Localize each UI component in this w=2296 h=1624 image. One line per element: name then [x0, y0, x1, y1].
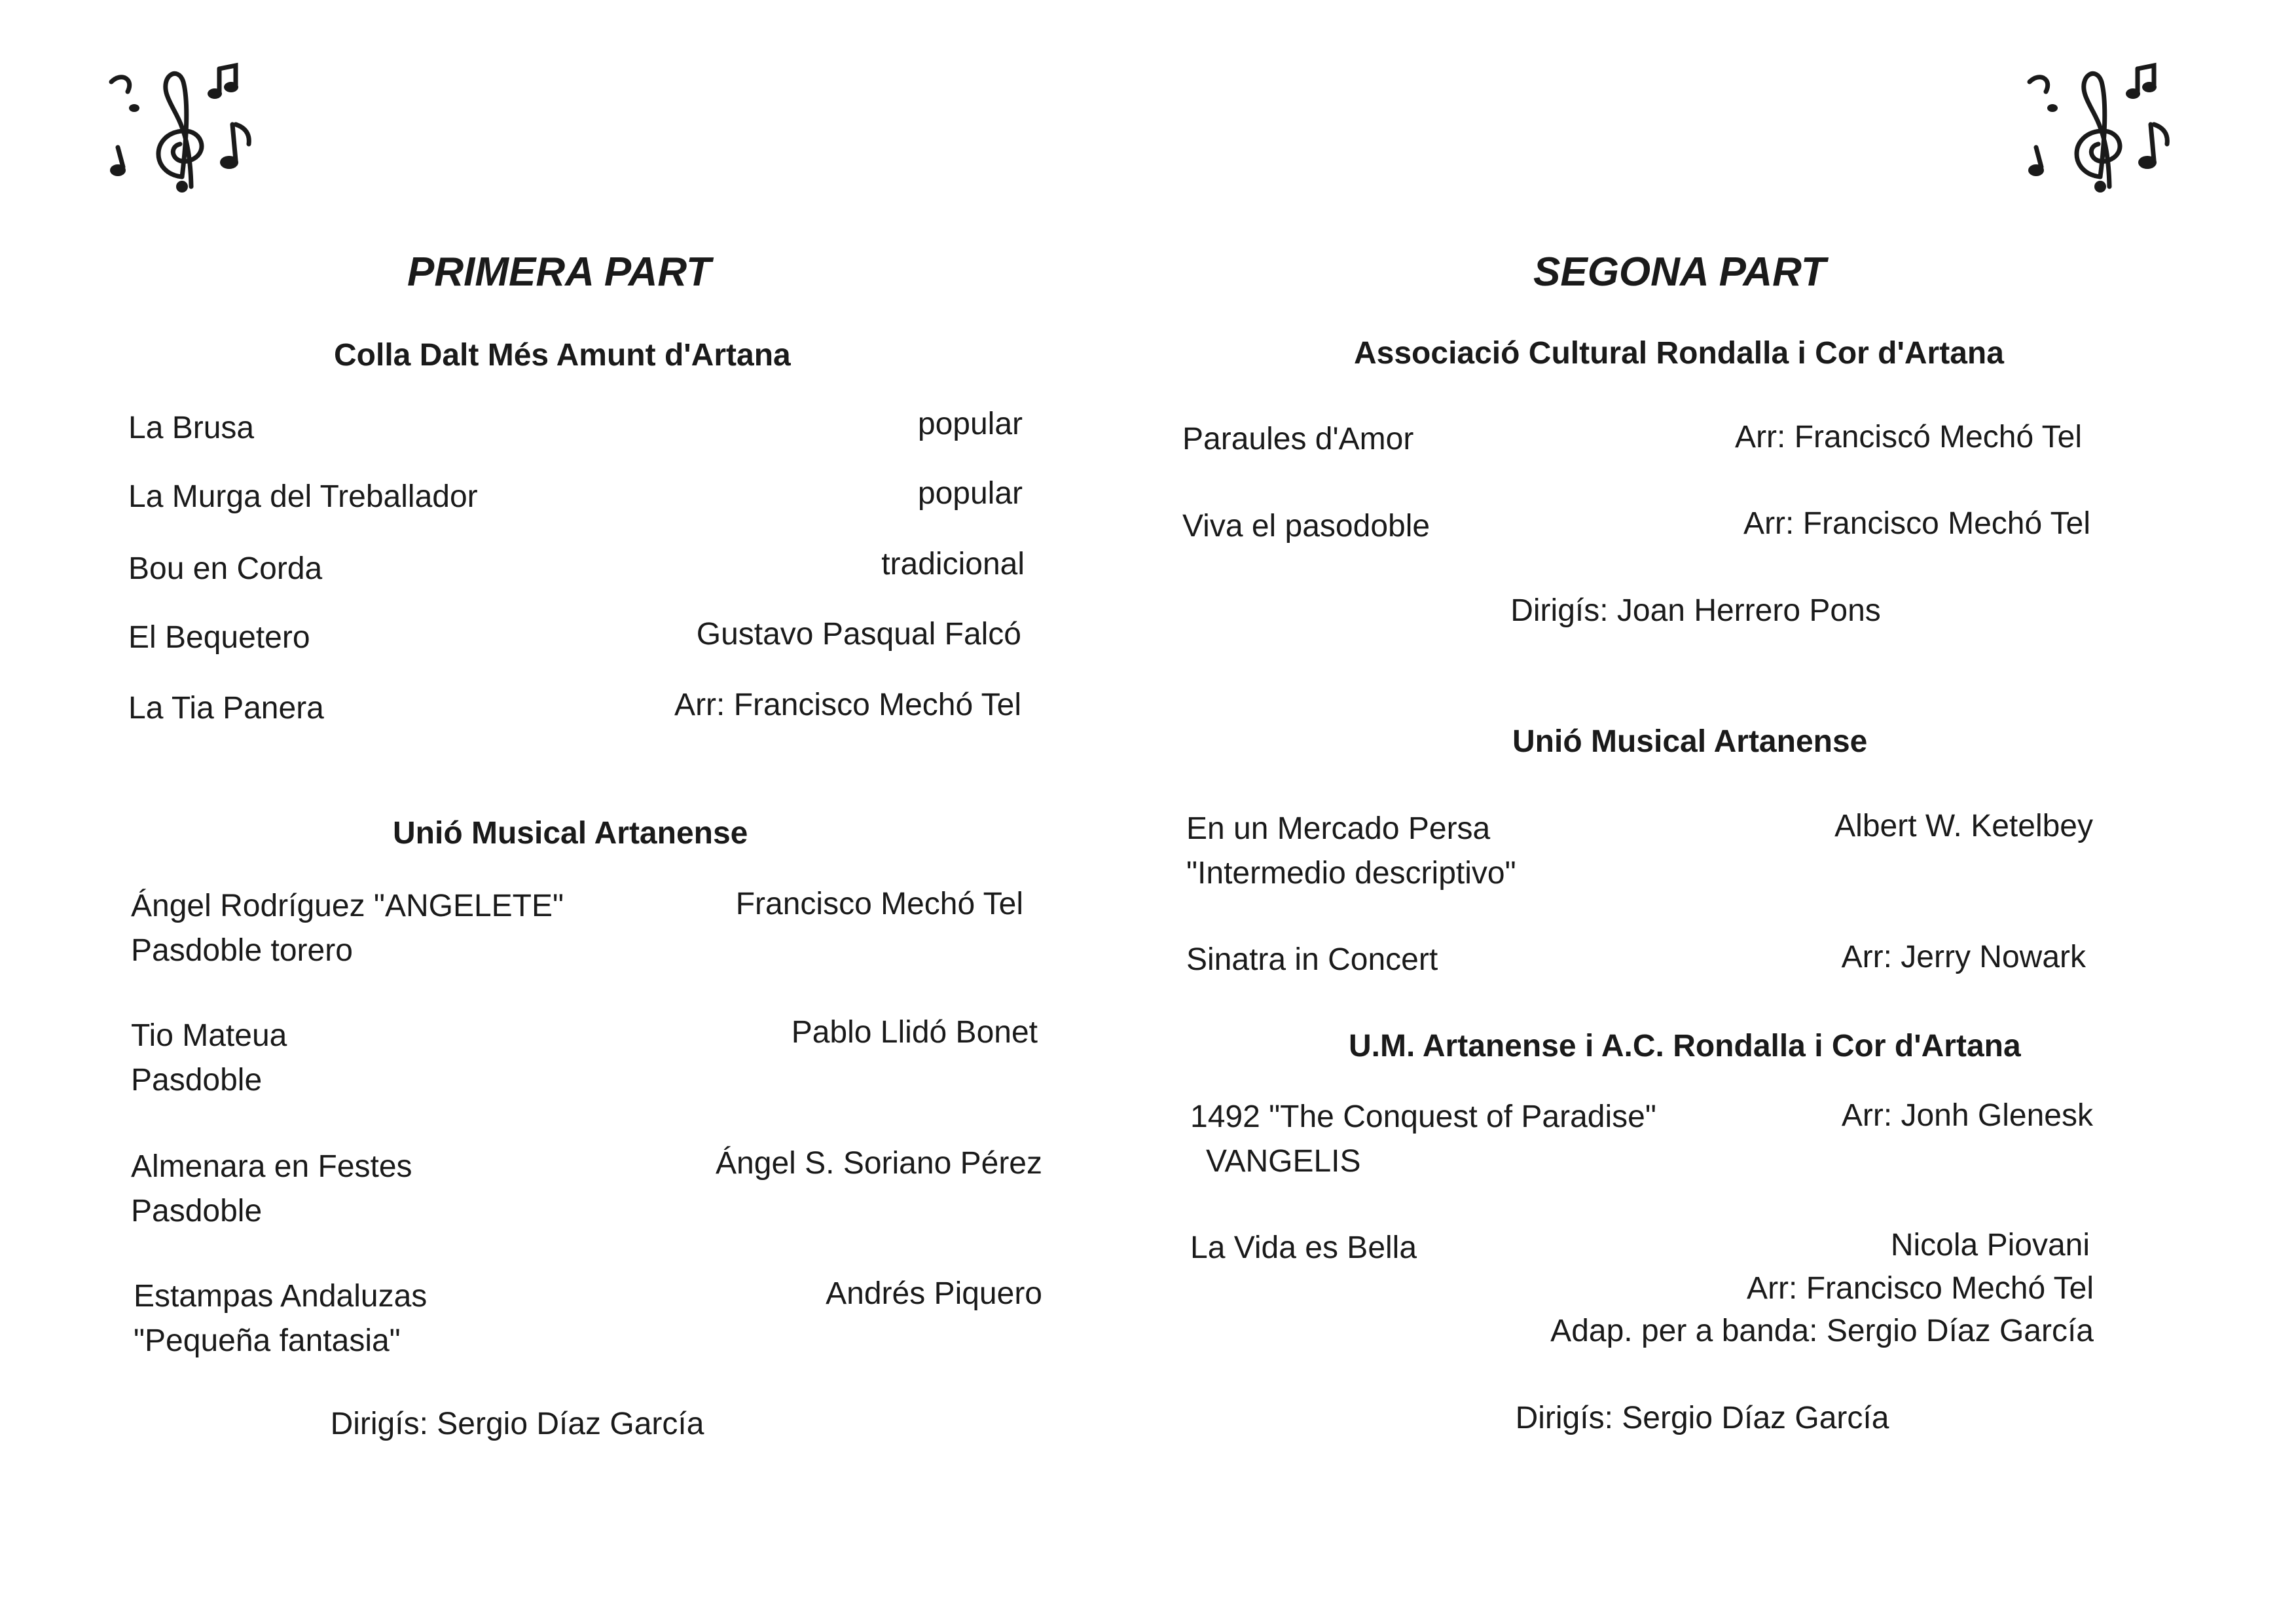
piece-composer: popular	[917, 476, 1023, 511]
piece-composer: Arr: Francisco Mechó Tel	[674, 688, 1021, 722]
piece-title: Paraules d'Amor	[1182, 422, 1414, 456]
director-credit: Dirigís: Sergio Díaz García	[1515, 1401, 1889, 1435]
piece-subtitle: Pasdoble	[131, 1063, 263, 1098]
piece-composer: tradicional	[881, 547, 1025, 581]
director-credit: Dirigís: Joan Herrero Pons	[1510, 593, 1881, 628]
piece-title: La Brusa	[128, 411, 255, 445]
piece-subtitle: "Pequeña fantasia"	[134, 1323, 401, 1358]
ensemble-heading: Unió Musical Artanense	[1512, 724, 1868, 759]
piece-composer: Andrés Piquero	[826, 1276, 1042, 1311]
piece-composer: Francisco Mechó Tel	[735, 887, 1023, 921]
piece-title: La Tia Panera	[128, 691, 324, 726]
piece-composer: popular	[917, 407, 1023, 441]
piece-composer: Gustavo Pasqual Falcó	[696, 617, 1021, 652]
piece-title: Ángel Rodríguez "ANGELETE"	[131, 889, 564, 923]
piece-title: Viva el pasodoble	[1182, 509, 1430, 544]
piece-composer: Nicola Piovani	[1890, 1228, 2090, 1263]
piece-subtitle: VANGELIS	[1206, 1144, 1361, 1179]
piece-title: Almenara en Festes	[131, 1149, 412, 1184]
music-notes-icon	[2023, 62, 2174, 193]
piece-title: El Bequetero	[128, 620, 310, 655]
piece-subtitle: Pasdoble	[131, 1194, 263, 1228]
piece-title: Tio Mateua	[131, 1018, 287, 1053]
piece-title: Sinatra in Concert	[1186, 942, 1438, 977]
piece-composer: Arr: Francisco Mechó Tel	[1743, 506, 2090, 541]
part-title-segona: SEGONA PART	[1533, 249, 1826, 295]
part-title-primera: PRIMERA PART	[407, 249, 711, 295]
piece-composer: Ángel S. Soriano Pérez	[716, 1146, 1042, 1181]
piece-title: La Vida es Bella	[1190, 1230, 1417, 1265]
piece-title: En un Mercado Persa	[1186, 811, 1491, 846]
piece-subtitle: Pasdoble torero	[131, 933, 353, 968]
piece-adaptation: Adap. per a banda: Sergio Díaz García	[1550, 1314, 2094, 1348]
piece-composer: Pablo Llidó Bonet	[791, 1015, 1038, 1050]
piece-composer: Arr: Jonh Glenesk	[1841, 1098, 2093, 1133]
piece-subtitle: "Intermedio descriptivo"	[1186, 856, 1516, 891]
piece-composer: Arr: Franciscó Mechó Tel	[1735, 420, 2082, 454]
piece-arranger: Arr: Francisco Mechó Tel	[1747, 1271, 2094, 1306]
piece-title: La Murga del Treballador	[128, 479, 478, 514]
ensemble-heading: Associació Cultural Rondalla i Cor d'Artana	[1354, 336, 2004, 371]
ensemble-heading: Unió Musical Artanense	[393, 816, 748, 851]
piece-title: Estampas Andaluzas	[134, 1279, 428, 1314]
piece-composer: Arr: Jerry Nowark	[1841, 940, 2086, 974]
piece-title: 1492 "The Conquest of Paradise"	[1190, 1099, 1656, 1134]
piece-title: Bou en Corda	[128, 551, 323, 586]
ensemble-heading: U.M. Artanense i A.C. Rondalla i Cor d'Artana	[1349, 1029, 2021, 1063]
ensemble-heading: Colla Dalt Més Amunt d'Artana	[334, 338, 791, 373]
music-notes-icon	[105, 62, 255, 193]
piece-composer: Albert W. Ketelbey	[1834, 809, 2093, 843]
director-credit: Dirigís: Sergio Díaz García	[330, 1407, 704, 1441]
